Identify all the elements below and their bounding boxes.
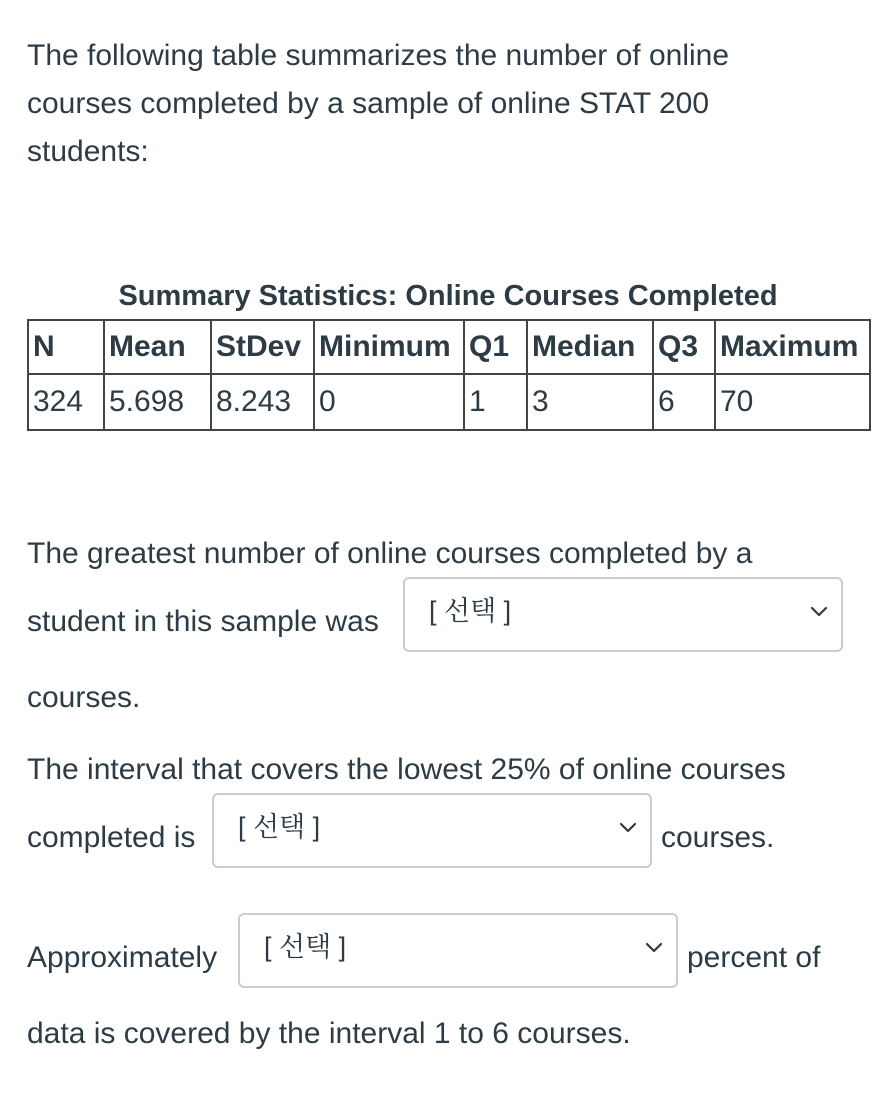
q3-answer-dropdown[interactable]	[238, 913, 678, 988]
q3-text-suffix: percent of	[687, 941, 821, 974]
chevron-down-icon	[809, 605, 829, 619]
column-header-n: N	[28, 320, 104, 374]
cell-mean: 5.698	[104, 374, 211, 430]
cell-maximum: 70	[715, 374, 870, 430]
table-caption: Summary Statistics: Online Courses Completed	[118, 280, 778, 312]
q2-text-prefix: completed is	[27, 821, 196, 854]
summary-statistics-table	[27, 319, 871, 431]
cell-q1: 1	[464, 374, 527, 430]
column-header-median: Median	[527, 320, 653, 374]
cell-n: 324	[28, 374, 104, 430]
column-header-q3: Q3	[653, 320, 715, 374]
q2-text-line-1: The interval that covers the lowest 25% of online courses	[27, 753, 786, 786]
column-header-stdev: StDev	[211, 320, 314, 374]
cell-minimum: 0	[314, 374, 464, 430]
q3-text-prefix: Approximately	[27, 941, 218, 974]
chevron-down-icon	[618, 821, 638, 835]
cell-median: 3	[527, 374, 653, 430]
q2-answer-dropdown[interactable]	[212, 793, 652, 868]
intro-line-1: The following table summarizes the number of online	[27, 39, 730, 72]
q2-dropdown-value: [ 선택 ]	[238, 812, 321, 842]
cell-q3: 6	[653, 374, 715, 430]
q3-dropdown-value: [ 선택 ]	[264, 932, 347, 962]
column-header-minimum: Minimum	[314, 320, 464, 374]
intro-line-3: students:	[27, 135, 149, 168]
q1-dropdown-value: [ 선택 ]	[429, 596, 512, 626]
q2-text-suffix: courses.	[661, 821, 775, 854]
chevron-down-icon	[644, 941, 664, 955]
column-header-q1: Q1	[464, 320, 527, 374]
column-header-maximum: Maximum	[715, 320, 870, 374]
q3-text-line-2: data is covered by the interval 1 to 6 courses.	[27, 1017, 631, 1050]
table-row	[28, 374, 870, 430]
column-header-mean: Mean	[104, 320, 211, 374]
intro-line-2: courses completed by a sample of online STAT 200	[27, 87, 710, 120]
q1-text-suffix: courses.	[27, 681, 141, 714]
q1-answer-dropdown[interactable]	[403, 577, 843, 652]
q1-text-line-1: The greatest number of online courses completed by a	[27, 537, 753, 570]
q1-text-prefix: student in this sample was	[27, 605, 379, 638]
table-header-row	[28, 320, 870, 374]
cell-stdev: 8.243	[211, 374, 314, 430]
